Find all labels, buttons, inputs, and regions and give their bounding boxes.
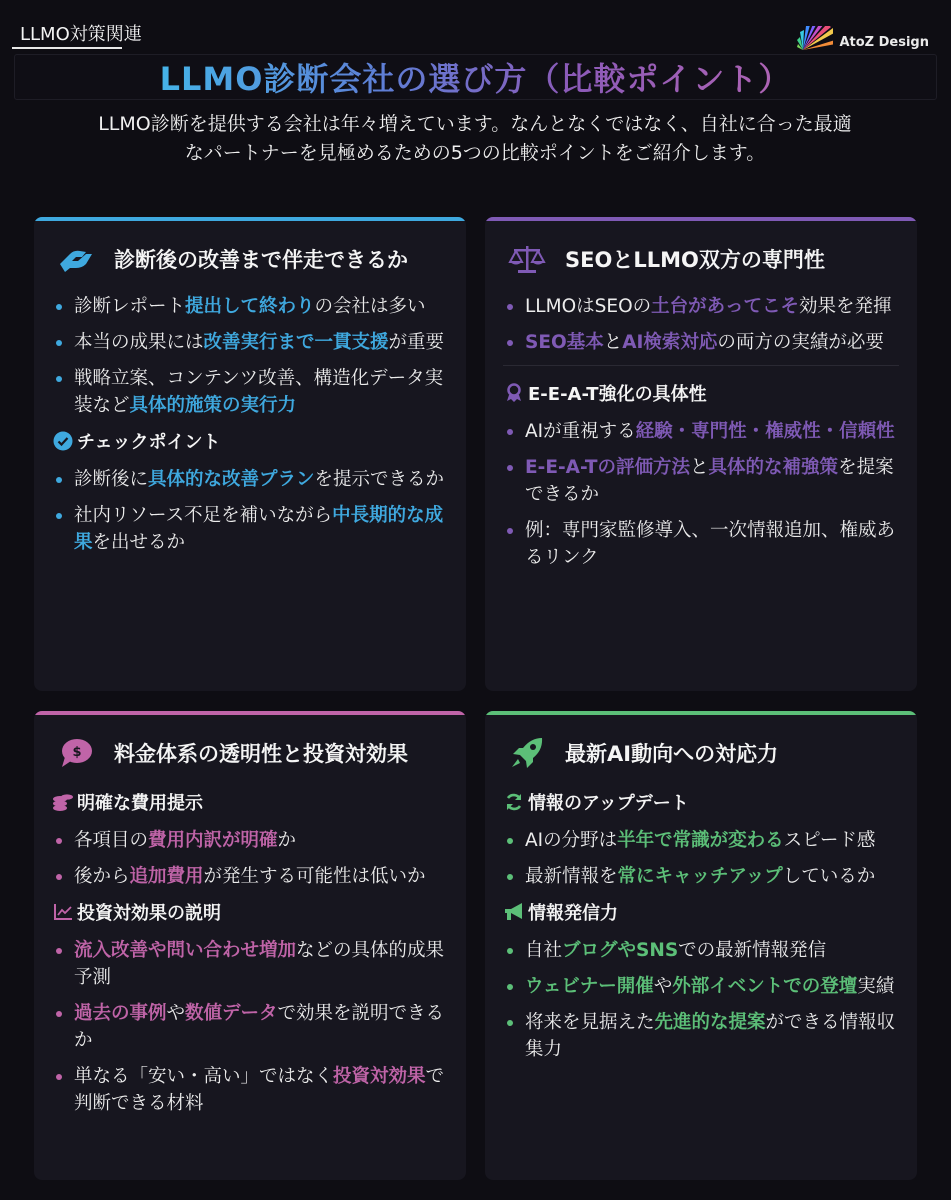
category-underline [12, 47, 122, 49]
list-item: LLMOはSEOの土台があってこそ効果を発揮 [503, 293, 899, 320]
outreach-list [503, 937, 899, 1063]
rocket-icon [507, 733, 547, 773]
award-icon [503, 382, 525, 404]
list-item: 各項目の費用内訳が明確か [52, 827, 448, 854]
subsection-heading: 情報発信力 [503, 899, 899, 925]
update-list [503, 827, 899, 890]
card-support [34, 217, 466, 691]
intro-text: LLMO診断を提供する会社は年々増えています。なんとなくではなく、自社に合った最適なパートナーを見極めるための5つの比較ポイントをご紹介します。 [98, 113, 852, 164]
list-item: 最新情報を常にキャッチアップしているか [503, 863, 899, 890]
list-item: 診断レポート提出して終わりの会社は多い [52, 293, 448, 320]
line-chart-icon [52, 901, 74, 923]
list-item: 将来を見据えた先進的な提案ができる情報収集力 [503, 1009, 899, 1063]
list-item: 社内リソース不足を補いながら中長期的な成果を出せるか [52, 502, 448, 556]
checkpoint-list [52, 466, 448, 556]
card-accent-bar [485, 217, 917, 221]
subsection-heading: 投資対効果の説明 [52, 899, 448, 925]
subsection-heading: 明確な費用提示 [52, 789, 448, 815]
card-title: 料金体系の透明性と投資対効果 [114, 742, 408, 766]
list-item: 診断後に具体的な改善プランを提示できるか [52, 466, 448, 493]
subsection-heading: E-E-A-T強化の具体性 [503, 380, 899, 406]
scale-icon [507, 239, 547, 279]
card-accent-bar [34, 217, 466, 221]
list-item: AIが重視する経験・専門性・権威性・信頼性 [503, 418, 899, 445]
card-expertise [485, 217, 917, 691]
roi-list [52, 937, 448, 1117]
list-item: 流入改善や問い合わせ増加などの具体的成果予測 [52, 937, 448, 991]
list-item: 単なる「安い・高い」ではなく投資対効果で判断できる材料 [52, 1063, 448, 1117]
page-title: LLMO診断会社の選び方（比較ポイント） [160, 54, 792, 100]
list-item: SEO基本とAI検索対応の両方の実績が必要 [503, 329, 899, 356]
card-ai-trends [485, 711, 917, 1180]
brand-name: AtoZ Design [839, 34, 929, 50]
cost-list [52, 827, 448, 890]
card-title: 診断後の改善まで伴走できるか [114, 248, 408, 272]
point-list [52, 293, 448, 419]
list-item: 過去の事例や数値データで効果を説明できるか [52, 1000, 448, 1054]
card-accent-bar [34, 711, 466, 715]
list-item: 本当の成果には改善実行まで一貫支援が重要 [52, 329, 448, 356]
list-item: 自社ブログやSNSでの最新情報発信 [503, 937, 899, 964]
category-label: LLMO対策関連 [20, 24, 142, 45]
list-item: 例：専門家監修導入、一次情報追加、権威あるリンク [503, 517, 899, 571]
point-list [503, 293, 899, 356]
refresh-icon [503, 791, 525, 813]
card-title: 最新AI動向への対応力 [565, 742, 779, 766]
subsection-heading: チェックポイント [52, 428, 448, 454]
money-bubble-icon [56, 733, 96, 773]
card-title: SEOとLLMO双方の専門性 [565, 248, 825, 272]
divider [503, 365, 899, 366]
card-accent-bar [485, 711, 917, 715]
card-pricing [34, 711, 466, 1180]
coins-icon [52, 791, 74, 813]
check-circle-icon [52, 430, 74, 452]
megaphone-icon [503, 901, 525, 923]
list-item: AIの分野は半年で常識が変わるスピード感 [503, 827, 899, 854]
list-item: 戦略立案、コンテンツ改善、構造化データ実装など具体的施策の実行力 [52, 365, 448, 419]
handshake-icon [56, 239, 96, 279]
list-item: 後から追加費用が発生する可能性は低いか [52, 863, 448, 890]
list-item: ウェビナー開催や外部イベントでの登壇実績 [503, 973, 899, 1000]
title-banner [14, 54, 937, 100]
svg-text:$: $ [72, 745, 82, 760]
list-item: E-E-A-Tの評価方法と具体的な補強策を提案できるか [503, 454, 899, 508]
eeat-list [503, 418, 899, 571]
subsection-heading: 情報のアップデート [503, 789, 899, 815]
